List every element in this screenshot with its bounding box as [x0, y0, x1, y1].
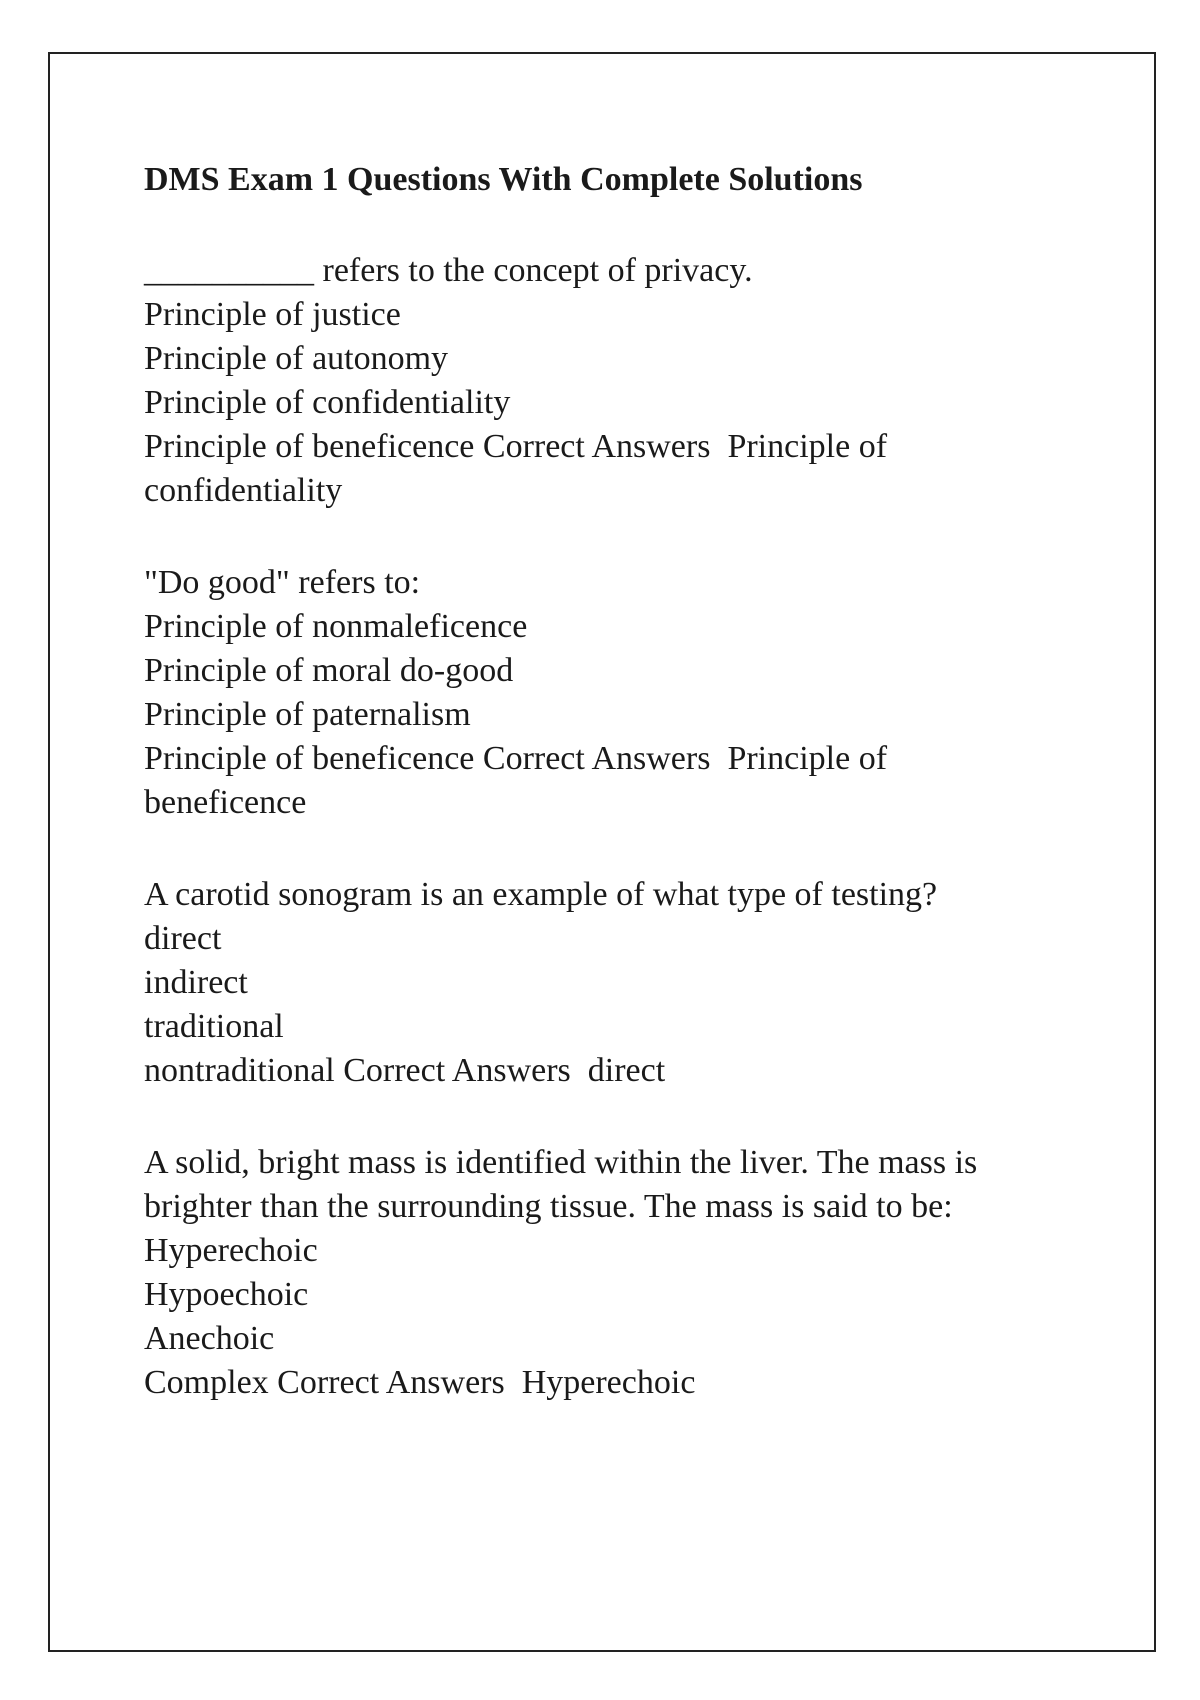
- question-text: __________ refers to the concept of privacy.: [144, 252, 753, 289]
- answer-option: Principle of confidentiality: [144, 384, 511, 421]
- answer-option: Principle of paternalism: [144, 696, 471, 733]
- document-page: [48, 52, 1156, 1652]
- answer-option-with-solution: Principle of beneficence Correct Answers Principle of: [144, 740, 888, 777]
- question-block-2: [144, 561, 1104, 825]
- question-block-4: [144, 1141, 1104, 1405]
- answer-option: indirect: [144, 964, 248, 1001]
- question-text: "Do good" refers to:: [144, 564, 421, 601]
- answer-option: Hyperechoic: [144, 1232, 318, 1269]
- answer-option-with-solution: nontraditional Correct Answers direct: [144, 1052, 666, 1089]
- answer-option-with-solution: Principle of beneficence Correct Answers Principle of: [144, 428, 888, 465]
- answer-option: Principle of autonomy: [144, 340, 449, 377]
- solution-continuation: beneficence: [144, 784, 307, 821]
- question-block-1: [144, 249, 1104, 513]
- document-title: DMS Exam 1 Questions With Complete Solutions: [144, 161, 863, 198]
- question-text-continuation: brighter than the surrounding tissue. The mass is said to be:: [144, 1188, 953, 1225]
- answer-option-with-solution: Complex Correct Answers Hyperechoic: [144, 1364, 696, 1401]
- answer-option: traditional: [144, 1008, 284, 1045]
- answer-option: direct: [144, 920, 222, 957]
- question-text: A carotid sonogram is an example of what type of testing?: [144, 876, 938, 913]
- document-content: [144, 159, 1104, 1453]
- answer-option: Hypoechoic: [144, 1276, 309, 1313]
- answer-option: Anechoic: [144, 1320, 275, 1357]
- answer-option: Principle of moral do-good: [144, 652, 514, 689]
- question-block-3: [144, 873, 1104, 1093]
- solution-continuation: confidentiality: [144, 472, 343, 509]
- answer-option: Principle of justice: [144, 296, 401, 333]
- answer-option: Principle of nonmaleficence: [144, 608, 528, 645]
- question-text: A solid, bright mass is identified within the liver. The mass is: [144, 1144, 978, 1181]
